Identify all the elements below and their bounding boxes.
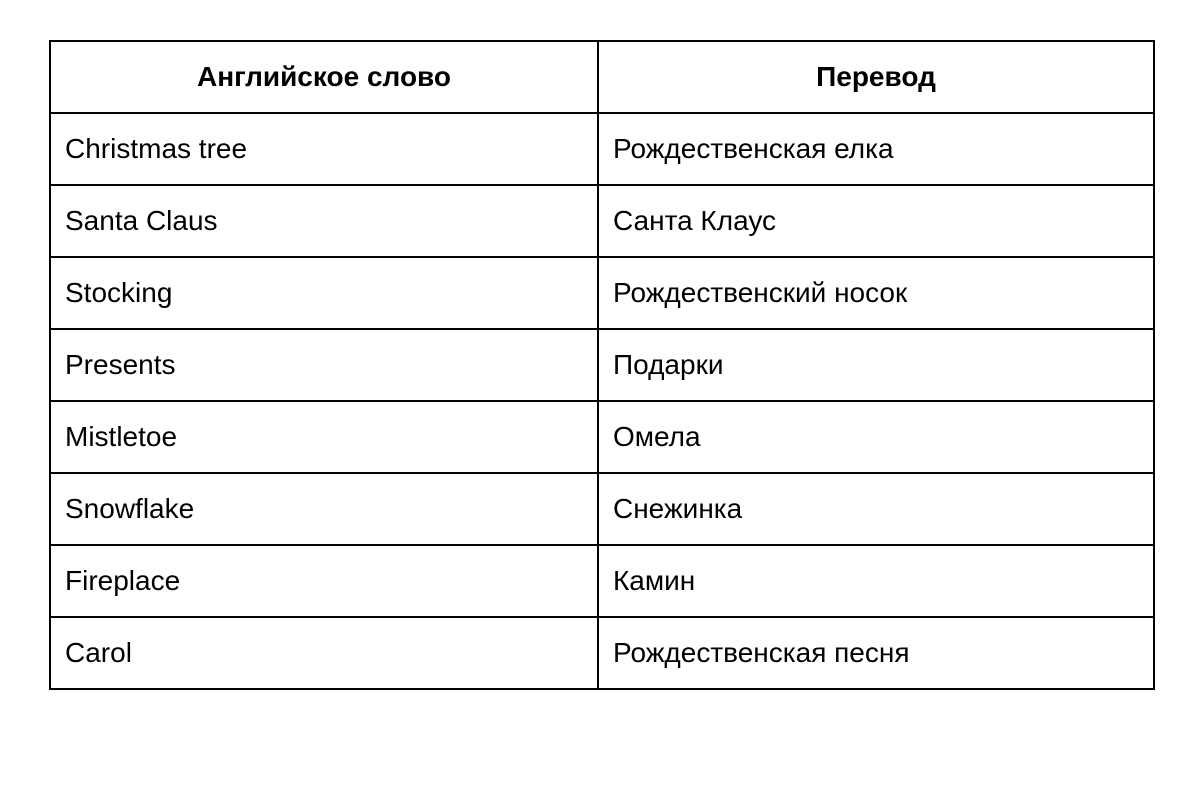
vocabulary-table bbox=[49, 40, 1155, 690]
table-row bbox=[50, 113, 1154, 185]
translation-cell: Рождественская елка bbox=[598, 113, 1154, 185]
translation-cell: Камин bbox=[598, 545, 1154, 617]
translation-cell: Омела bbox=[598, 401, 1154, 473]
english-word-cell: Fireplace bbox=[50, 545, 598, 617]
table-row bbox=[50, 473, 1154, 545]
header-translation: Перевод bbox=[598, 41, 1154, 113]
header-english-word: Английское слово bbox=[50, 41, 598, 113]
table-header-row bbox=[50, 41, 1154, 113]
table-row bbox=[50, 185, 1154, 257]
table-row bbox=[50, 545, 1154, 617]
table-row bbox=[50, 329, 1154, 401]
table-row bbox=[50, 401, 1154, 473]
english-word-cell: Carol bbox=[50, 617, 598, 689]
translation-cell: Снежинка bbox=[598, 473, 1154, 545]
translation-cell: Подарки bbox=[598, 329, 1154, 401]
english-word-cell: Snowflake bbox=[50, 473, 598, 545]
english-word-cell: Stocking bbox=[50, 257, 598, 329]
translation-cell: Рождественский носок bbox=[598, 257, 1154, 329]
english-word-cell: Santa Claus bbox=[50, 185, 598, 257]
table-row bbox=[50, 617, 1154, 689]
translation-cell: Рождественская песня bbox=[598, 617, 1154, 689]
table-row bbox=[50, 257, 1154, 329]
translation-cell: Санта Клаус bbox=[598, 185, 1154, 257]
english-word-cell: Christmas tree bbox=[50, 113, 598, 185]
english-word-cell: Presents bbox=[50, 329, 598, 401]
english-word-cell: Mistletoe bbox=[50, 401, 598, 473]
